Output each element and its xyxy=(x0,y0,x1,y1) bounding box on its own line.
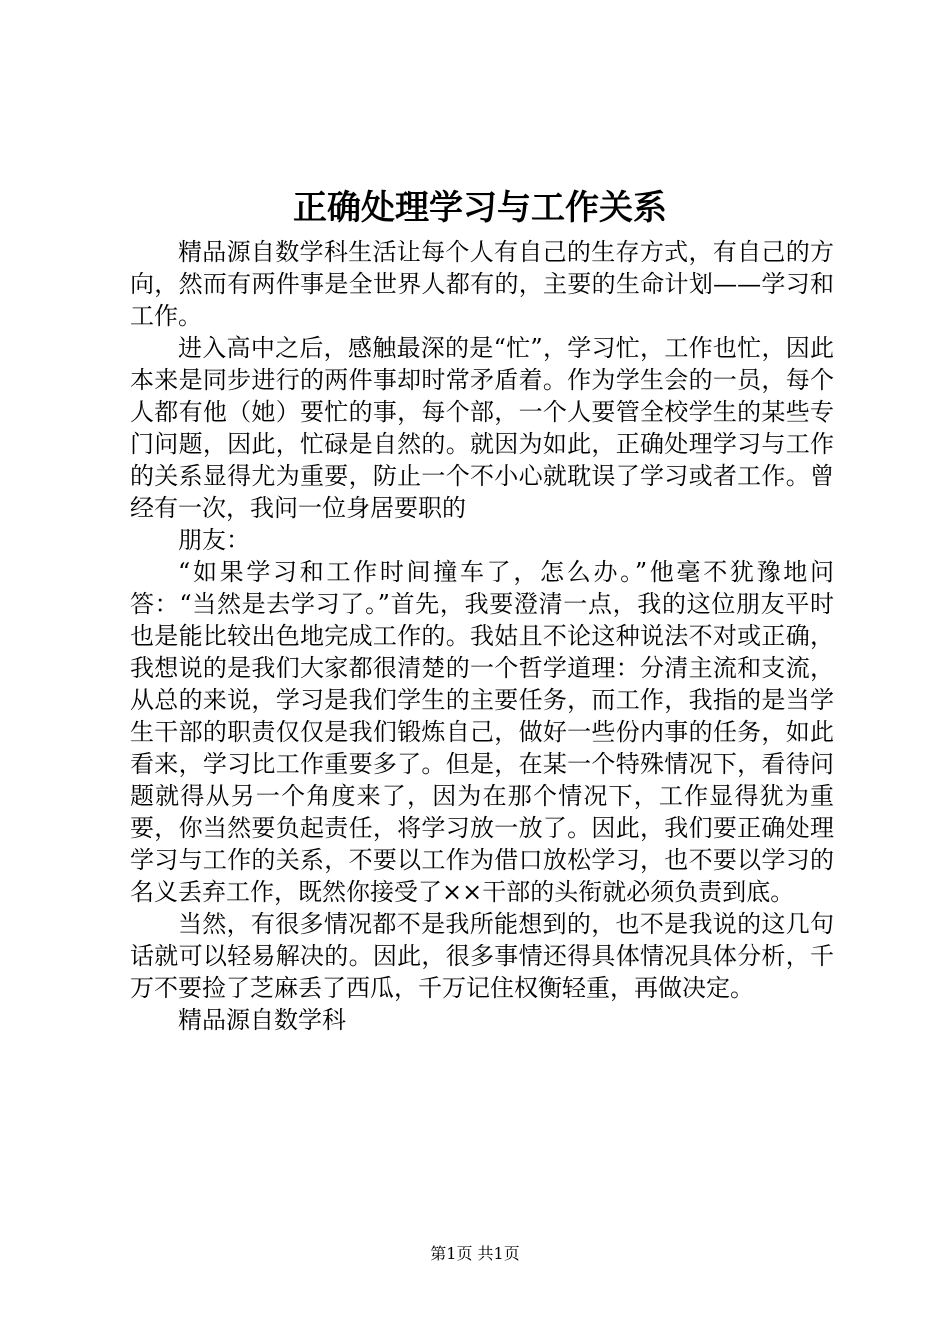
page-footer: 第1页 共1页 xyxy=(430,1244,520,1263)
paragraph-friend: 朋友： xyxy=(178,526,250,554)
paragraph-conclusion: 当然，有很多情况都不是我所能想到的，也不是我说的这几句话就可以轻易解决的。因此，很多事情还得具体情况具体分析，千万不要捡了芝麻丢了西瓜，千万记住权衡轻重，再做决定。 xyxy=(130,910,834,1002)
paragraph-signature: 精品源自数学科 xyxy=(178,1006,346,1034)
paragraph-discussion: “如果学习和工作时间撞车了，怎么办。”他毫不犹豫地问答：“当然是去学习了。”首先，我要澄清一点，我的这位朋友平时也是能比较出色地完成工作的。我姑且不论这种说法不对或正确，我想说的是我们大家都很清楚的一个哲学道理：分清主流和支流，从总的来说，学习是我们学生的主要任务，而工作，我指的是当学生干部的职责仅仅是我们锻炼自己，做好一些份内事的任务，如此看来，学习比工作重要多了。但是，在某一个特殊情况下，看待问题就得从另一个角度来了，因为在那个情况下，工作显得犹为重要，你当然要负起责任，将学习放一放了。因此，我们要正确处理学习与工作的关系，不要以工作为借口放松学习，也不要以学习的名义丢弃工作，既然你接受了××干部的头衔就必须负责到底。 xyxy=(130,558,834,906)
paragraph-high-school: 进入高中之后，感触最深的是“忙”，学习忙，工作也忙，因此本来是同步进行的两件事却时常矛盾着。作为学生会的一员，每个人都有他（她）要忙的事，每个部，一个人要管全校学生的某些专门问题，因此，忙碌是自然的。就因为如此，正确处理学习与工作的关系显得尤为重要，防止一个不小心就耽误了学习或者工作。曾经有一次，我问一位身居要职的 xyxy=(130,334,834,522)
document-body xyxy=(130,236,834,1036)
paragraph-intro: 精品源自数学科生活让每个人有自己的生存方式，有自己的方向，然而有两件事是全世界人都有的，主要的生命计划——学习和工作。 xyxy=(130,238,834,330)
document-title: 正确处理学习与工作关系 xyxy=(293,188,667,228)
